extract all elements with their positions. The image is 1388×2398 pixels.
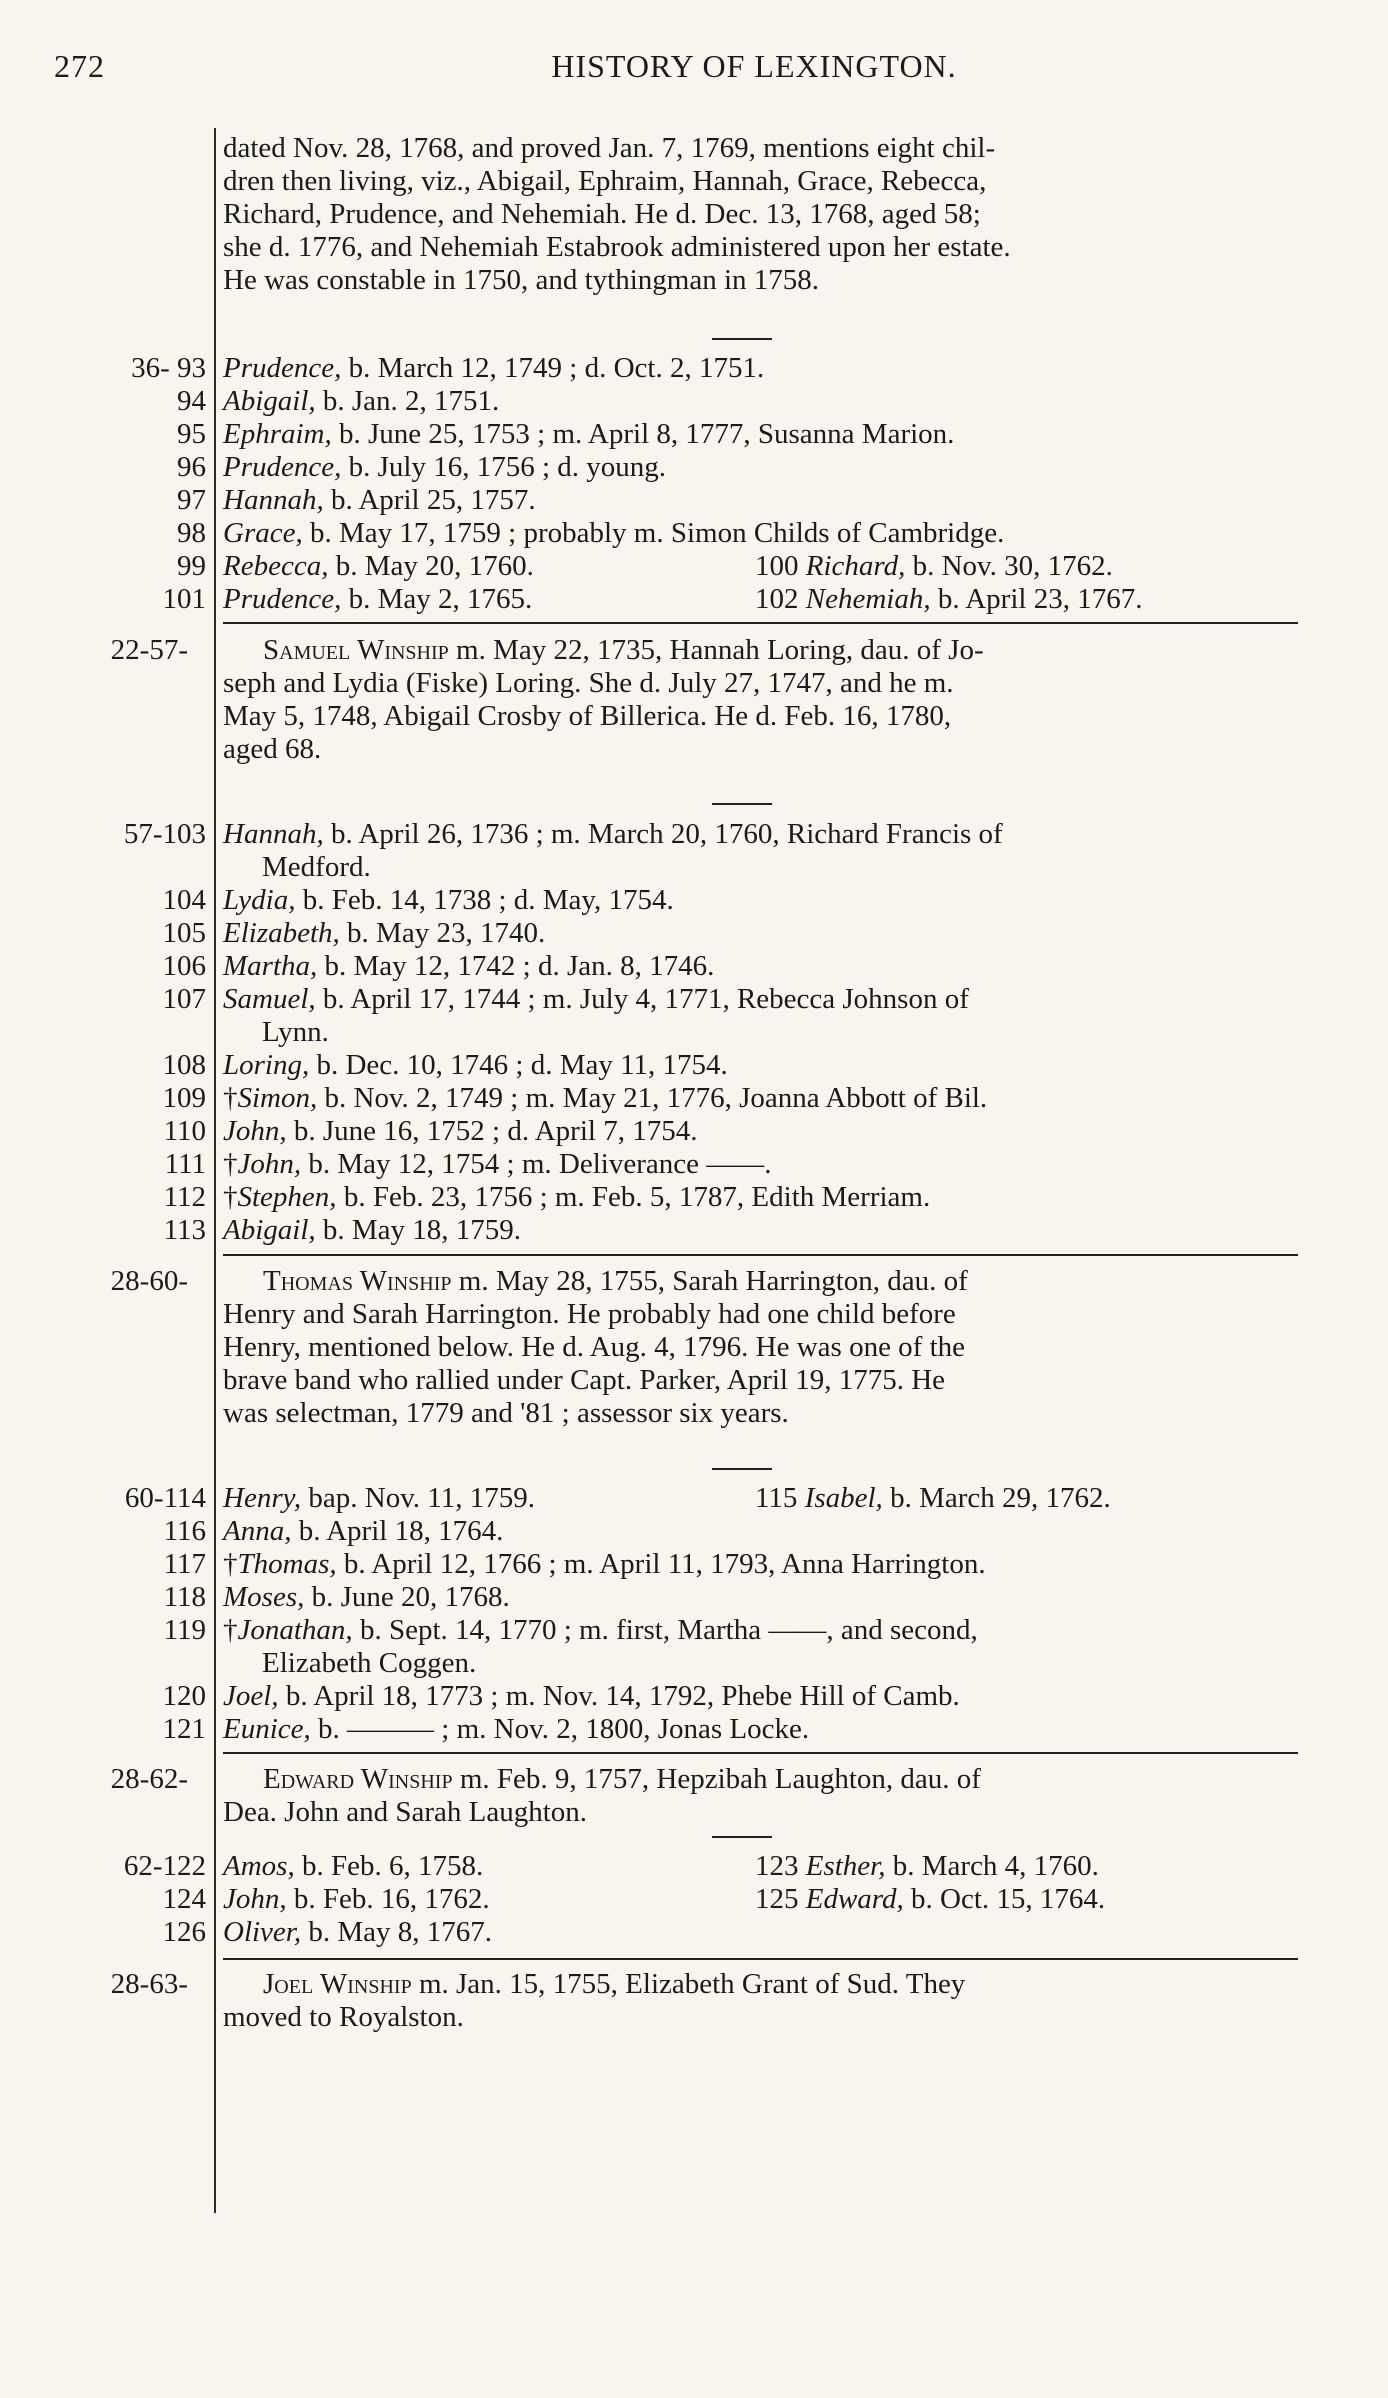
text-line: May 5, 1748, Abigail Crosby of Billerica. He d. Feb. 16, 1780,: [223, 700, 952, 732]
entry-number: 94: [177, 385, 206, 417]
text-line: was selectman, 1779 and '81 ; assessor six years.: [223, 1397, 789, 1429]
entry-number: 99: [177, 550, 206, 582]
family-head: Thomas Winship: [263, 1265, 452, 1297]
entry-number: 57-103: [123, 818, 206, 850]
entry-number: 117: [163, 1548, 206, 1580]
entry-number: 123: [755, 1850, 799, 1882]
child-name: Samuel,: [223, 983, 316, 1015]
short-rule: [712, 1468, 772, 1470]
child-name: Esther,: [805, 1850, 886, 1882]
entry-number: 106: [162, 950, 206, 982]
entry-number: 112: [163, 1181, 206, 1213]
child-name: Rebecca,: [223, 550, 329, 582]
dagger-mark: †: [223, 1614, 238, 1646]
child-name: Simon,: [237, 1082, 318, 1114]
text-line: moved to Royalston.: [223, 2001, 464, 2033]
margin-rule: [214, 128, 216, 2213]
entry-number: 124: [162, 1883, 206, 1915]
intro-paragraph: [223, 132, 1283, 297]
page-header: [0, 48, 1388, 88]
section-rule: [223, 1254, 1298, 1256]
entry-number: 113: [163, 1214, 206, 1246]
child-name: John,: [223, 1115, 287, 1147]
child-name: Anna,: [223, 1515, 292, 1547]
short-rule: [712, 803, 772, 805]
child-name: Thomas,: [237, 1548, 337, 1580]
entry-number: 95: [177, 418, 206, 450]
child-name: Henry,: [223, 1482, 302, 1514]
child-name: Hannah,: [223, 484, 324, 516]
dagger-mark: †: [223, 1548, 238, 1580]
entry-number: 102: [755, 583, 799, 615]
child-name: Prudence,: [223, 451, 342, 483]
child-name: Ephraim,: [223, 418, 332, 450]
child-name: Prudence,: [223, 583, 342, 615]
child-name: Moses,: [223, 1581, 305, 1613]
child-name: Richard,: [805, 550, 906, 582]
entry-number: 104: [162, 884, 206, 916]
child-name: Abigail,: [223, 1214, 316, 1246]
samuel-paragraph: Samuel Winship m. May 22, 1735, Hannah Loring, dau. of Jo- seph and Lydia (Fiske) Loring. She d. July 27, 1747, and he m. May 5, 1748, Abigail Crosby of Billerica. He d. Feb. 16, 1780, aged 68.: [223, 634, 1283, 766]
entry-number: 116: [163, 1515, 206, 1547]
text-line: she d. 1776, and Nehemiah Estabrook administered upon her estate.: [223, 231, 1011, 263]
text-line: Dea. John and Sarah Laughton.: [223, 1796, 588, 1828]
child-name: Amos,: [223, 1850, 295, 1882]
entry-number: 107: [162, 983, 206, 1015]
child-name: Oliver,: [223, 1916, 302, 1948]
entry-number: 98: [177, 517, 206, 549]
child-name: Abigail,: [223, 385, 316, 417]
text-line: dated Nov. 28, 1768, and proved Jan. 7, 1769, mentions eight chil-: [223, 132, 996, 164]
entry-number: 96: [177, 451, 206, 483]
child-name: Joel,: [223, 1680, 279, 1712]
child-name: Eunice,: [223, 1713, 311, 1745]
entry-number: 119: [163, 1614, 206, 1646]
entry-number: 111: [164, 1148, 206, 1180]
text-line: dren then living, viz., Abigail, Ephraim, Hannah, Grace, Rebecca,: [223, 165, 987, 197]
entry-number: 105: [162, 917, 206, 949]
child-name: Loring,: [223, 1049, 310, 1081]
child-name: Prudence,: [223, 352, 342, 384]
short-rule: [712, 1836, 772, 1838]
page-number: 272: [54, 48, 105, 84]
text-line: He was constable in 1750, and tythingman in 1758.: [223, 264, 820, 296]
entry-number: 36- 93: [131, 352, 206, 384]
child-name: Isabel,: [804, 1482, 883, 1514]
entry-number: 108: [162, 1049, 206, 1081]
joel-paragraph: Joel Winship m. Jan. 15, 1755, Elizabeth Grant of Sud. They moved to Royalston.: [223, 1968, 1283, 2034]
child-name: Nehemiah,: [805, 583, 931, 615]
entry-number: 121: [162, 1713, 206, 1745]
child-name: Edward,: [805, 1883, 904, 1915]
thomas-paragraph: Thomas Winship m. May 28, 1755, Sarah Harrington, dau. of Henry and Sarah Harrington. He probably had one child before Henry, mentioned below. He d. Aug. 4, 1796. He was one of the brave band who rallied under Capt. Parker, April 19, 1775. He was selectman, 1779 and '81 ; assessor six years.: [223, 1265, 1283, 1430]
child-name: Grace,: [223, 517, 303, 549]
child-name: John,: [237, 1148, 302, 1180]
edward-paragraph: Edward Winship m. Feb. 9, 1757, Hepzibah Laughton, dau. of Dea. John and Sarah Laughton.: [223, 1763, 1283, 1829]
entry-number: 115: [755, 1482, 798, 1514]
section-rule: [223, 622, 1298, 624]
text-line: aged 68.: [223, 733, 322, 765]
entry-number: 118: [163, 1581, 206, 1613]
family-head: Edward Winship: [263, 1763, 453, 1795]
text-line: seph and Lydia (Fiske) Loring. She d. July 27, 1747, and he m.: [223, 667, 954, 699]
child-name: Jonathan,: [237, 1614, 353, 1646]
entry-number: 120: [162, 1680, 206, 1712]
entry-number: 126: [162, 1916, 206, 1948]
section-rule: [223, 1752, 1298, 1754]
family-head: Joel Winship: [263, 1968, 412, 2000]
child-name: Hannah,: [223, 818, 324, 850]
entry-number: 125: [755, 1883, 799, 1915]
section-rule: [223, 1958, 1298, 1960]
text-line: Henry and Sarah Harrington. He probably had one child before: [223, 1298, 956, 1330]
running-title: HISTORY OF LEXINGTON.: [551, 48, 957, 84]
text-line: Henry, mentioned below. He d. Aug. 4, 1796. He was one of the: [223, 1331, 966, 1363]
dagger-mark: †: [223, 1082, 238, 1114]
entry-number: 100: [755, 550, 799, 582]
entry-number: 62-122: [123, 1850, 206, 1882]
dagger-mark: †: [223, 1148, 238, 1180]
child-name: Stephen,: [237, 1181, 337, 1213]
entry-number: 97: [177, 484, 206, 516]
dagger-mark: †: [223, 1181, 238, 1213]
entry-number: 110: [163, 1115, 206, 1147]
family-head: Samuel Winship: [263, 634, 449, 666]
text-line: Richard, Prudence, and Nehemiah. He d. Dec. 13, 1768, aged 58;: [223, 198, 981, 230]
entry-number: 101: [162, 583, 206, 615]
short-rule: [712, 338, 772, 340]
child-name: John,: [223, 1883, 287, 1915]
entry-number: 60-114: [124, 1482, 206, 1514]
child-name: Lydia,: [223, 884, 296, 916]
entry-number: 109: [162, 1082, 206, 1114]
text-line: brave band who rallied under Capt. Parker, April 19, 1775. He: [223, 1364, 946, 1396]
child-name: Martha,: [223, 950, 318, 982]
child-name: Elizabeth,: [223, 917, 340, 949]
